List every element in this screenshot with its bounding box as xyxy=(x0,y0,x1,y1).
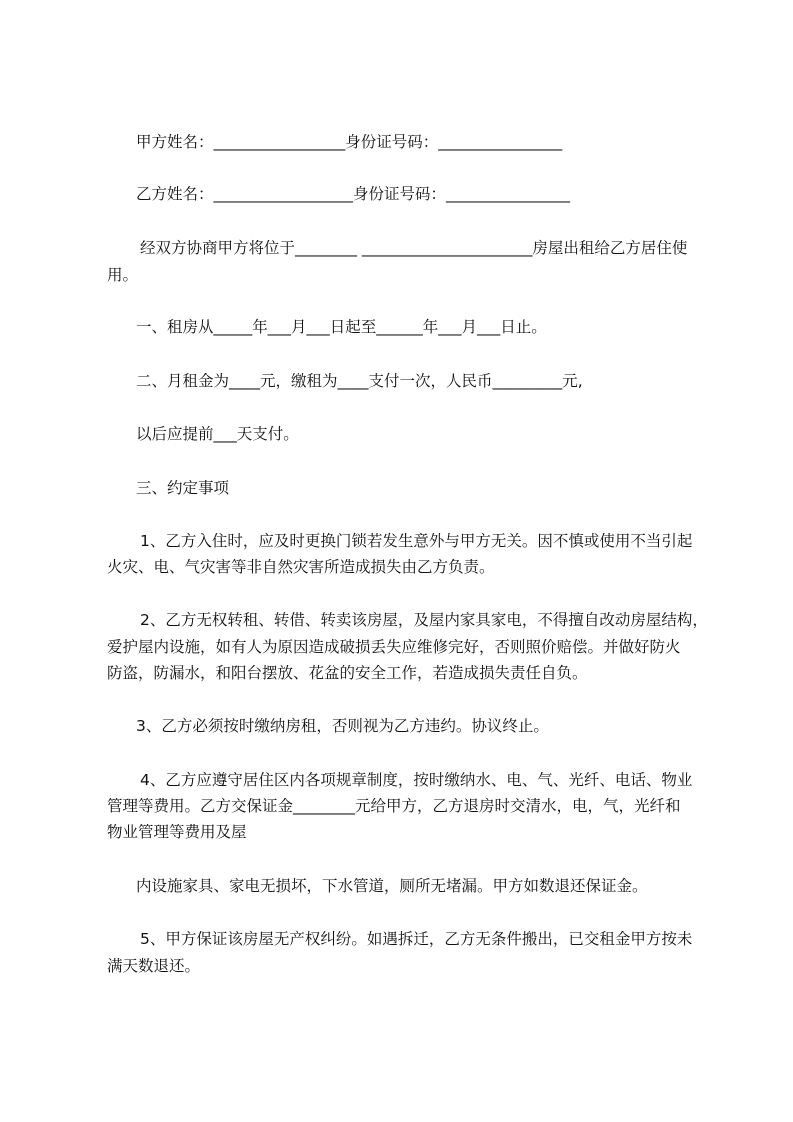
item-2-line-1: 2、乙方无权转租、转借、转卖该房屋，及屋内家具家电，不得擅自改动房屋结构， xyxy=(140,611,708,629)
clause-3-heading: 三、约定事项 xyxy=(136,479,230,497)
clause-2-monthly-rent: 二、月租金为____元，缴租为____支付一次，人民币_________元, xyxy=(136,372,583,390)
item-1-line-1: 1、乙方入住时，应及时更换门锁若发生意外与甲方无关。因不慎或使用不当引起 xyxy=(140,532,693,550)
item-4-line-2: 管理等费用。乙方交保证金________元给甲方，乙方退房时交清水，电，气，光纤和 xyxy=(107,797,681,815)
item-5-line-2: 满天数退还。 xyxy=(107,957,201,975)
item-2-line-2: 爱护屋内设施，如有人为原因造成破损丢失应维修完好，否则照价赔偿。并做好防火 xyxy=(107,638,681,656)
property-location-line: 经双方协商甲方将位于________ ______________________房屋出租给乙方居住使 xyxy=(140,239,688,257)
item-2-line-3: 防盗，防漏水，和阳台摆放、花盆的安全工作，若造成损失责任自负。 xyxy=(107,664,588,682)
party-a-name-line: 甲方姓名：_________________身份证号码：________________ xyxy=(136,133,563,151)
clause-1-rental-period: 一、租房从_____年___月___日起至______年___月___日止。 xyxy=(136,318,547,336)
item-3-line-1: 3、乙方必须按时缴纳房租，否则视为乙方违约。协议终止。 xyxy=(136,717,549,735)
clause-2-payment-notice: 以后应提前___天支付。 xyxy=(136,425,299,443)
item-4-line-4: 内设施家具、家电无损坏，下水管道，厕所无堵漏。甲方如数退还保证金。 xyxy=(136,877,648,895)
item-1-line-2: 火灾、电、气灾害等非自然灾害所造成损失由乙方负责。 xyxy=(107,558,495,576)
item-4-line-1: 4、乙方应遵守居住区内各项规章制度，按时缴纳水、电、气、光纤、电话、物业 xyxy=(140,771,693,789)
item-5-line-1: 5、甲方保证该房屋无产权纠纷。如遇拆迁，乙方无条件搬出，已交租金甲方按未 xyxy=(140,930,693,948)
item-4-line-3: 物业管理等费用及屋 xyxy=(107,823,247,841)
property-location-line-cont: 用。 xyxy=(107,266,139,284)
party-b-name-line: 乙方姓名：__________________身份证号码：________________ xyxy=(136,185,571,203)
